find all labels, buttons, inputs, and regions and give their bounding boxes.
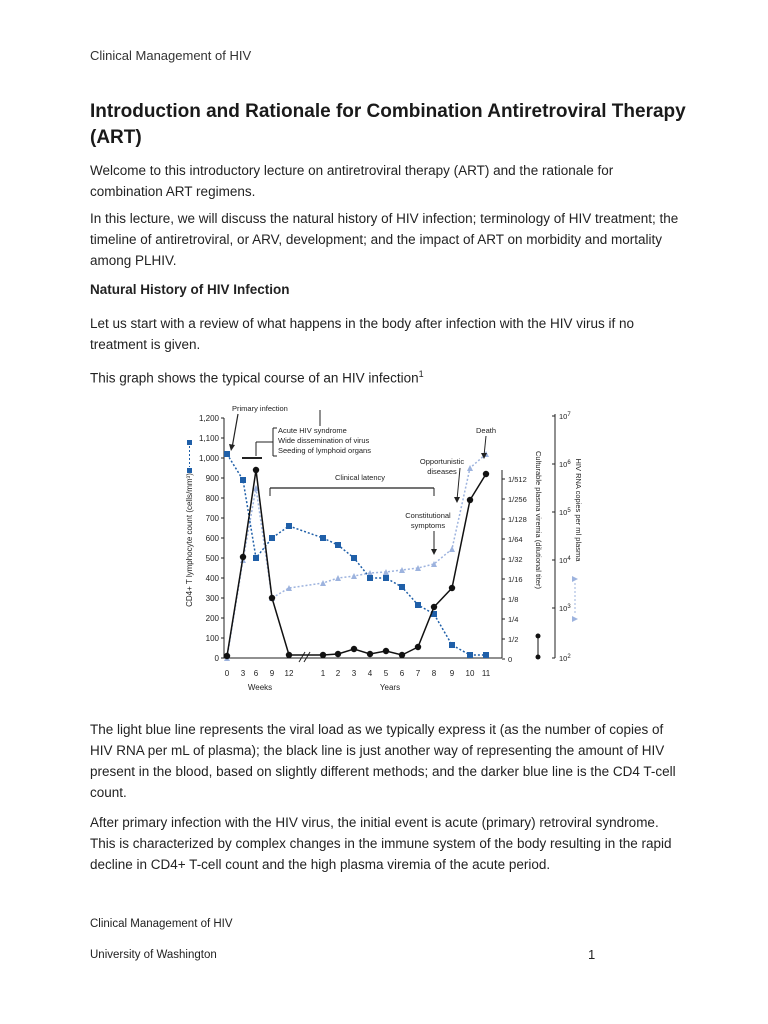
viremia-point — [253, 467, 259, 473]
annotation-acute-2: Wide dissemination of virus — [278, 436, 370, 445]
right-inner-axis-tick-label: 1/4 — [508, 615, 519, 624]
annotation-arrow — [457, 468, 460, 500]
cd4-point — [367, 575, 373, 581]
x-axis-tick-label: 6 — [399, 669, 405, 678]
graph-intro-text: This graph shows the typical course of an HIV infection — [90, 370, 419, 386]
annotation-opportunistic-1: Opportunistic — [419, 457, 465, 466]
x-axis-tick-label: 2 — [335, 669, 341, 678]
viremia-point — [224, 653, 230, 659]
viremia-point — [320, 652, 326, 658]
cd4-point — [224, 451, 230, 457]
right-inner-axis-tick-label: 1/512 — [508, 475, 527, 484]
axis-break-mark — [304, 652, 310, 662]
viremia-point — [240, 554, 246, 560]
cd4-point — [286, 523, 292, 529]
right-outer-axis-tick-label: $10^6$ — [559, 460, 571, 469]
cd4-point — [483, 652, 489, 658]
annotation-opportunistic-2: diseases — [427, 467, 457, 476]
left-axis-tick-label: 200 — [205, 614, 219, 623]
left-axis-tick-label: 0 — [214, 654, 219, 663]
section-heading-natural-history: Natural History of HIV Infection — [90, 282, 290, 297]
annotation-acute-1: Acute HIV syndrome — [278, 426, 347, 435]
right-inner-axis-tick-label: 1/32 — [508, 555, 523, 564]
paragraph-line-legend: The light blue line represents the viral load as we typically express it (as the number of copies of HIV RNA per mL of plasma); the black line is just another way of representing the amount of HIV present in the blood, based on slightly different methods; and the darker blue line is the CD4 T-cell count. — [90, 722, 676, 800]
cd4-point — [335, 542, 341, 548]
legend-rna-marker-top — [572, 576, 578, 582]
cd4-point — [240, 477, 246, 483]
x-axis-tick-label: 5 — [383, 669, 389, 678]
annotation-acute-3: Seeding of lymphoid organs — [278, 446, 371, 455]
x-axis-tick-label: 3 — [240, 669, 246, 678]
x-axis-tick-label: 0 — [224, 669, 230, 678]
series-viremia-line — [227, 470, 486, 656]
paragraph-primary-infection: After primary infection with the HIV virus, the initial event is acute (primary) retroviral syndrome. This is characterized by complex changes in the immune system of the body resulting in the rapid decline in CD4+ T-cell count and the high plasma viremia of the acute period. — [90, 815, 672, 872]
cd4-point — [467, 652, 473, 658]
x-axis-tick-label: 9 — [449, 669, 455, 678]
right-outer-axis-label: HIV RNA copies per ml plasma — [574, 458, 583, 562]
viremia-point — [286, 652, 292, 658]
left-axis-tick-label: 300 — [205, 594, 219, 603]
x-axis-tick-label: 3 — [351, 669, 357, 678]
cd4-point — [351, 555, 357, 561]
left-axis-tick-label: 700 — [205, 514, 219, 523]
page-number: 1 — [588, 947, 596, 962]
viremia-point — [335, 651, 341, 657]
legend-cd4-marker-top — [187, 440, 192, 445]
left-axis-tick-label: 1,100 — [198, 434, 219, 443]
right-outer-axis-tick-label: $10^2$ — [559, 654, 571, 663]
annotation-death: Death — [475, 426, 497, 435]
annotation-constitutional-2: symptoms — [410, 521, 446, 530]
annotation-arrowhead — [229, 444, 235, 451]
right-outer-axis-tick-label: $10^4$ — [559, 556, 571, 565]
axis-break-mark — [299, 652, 305, 662]
left-axis-tick-label: 900 — [205, 474, 219, 483]
left-axis-tick-label: 600 — [205, 534, 219, 543]
tick-exponent: 4 — [567, 556, 571, 562]
right-inner-axis-label: Culturable plasma viremia (dilutional titer) — [534, 451, 543, 589]
left-axis-tick-label: 100 — [205, 634, 219, 643]
running-header: Clinical Management of HIV — [90, 48, 252, 63]
right-inner-axis-tick-label: 1/2 — [508, 635, 519, 644]
x-axis-weeks-label: Weeks — [247, 683, 273, 692]
right-inner-axis-tick-label: 1/256 — [508, 495, 527, 504]
paragraph-graph-intro — [90, 364, 680, 389]
left-axis-label: CD4+ T lymphocyte count (cells/mm³) — [185, 473, 194, 607]
x-axis-tick-label: 12 — [284, 669, 294, 678]
viremia-point — [449, 585, 455, 591]
cd4-point — [415, 602, 421, 608]
viremia-point — [269, 595, 275, 601]
cd4-point — [383, 575, 389, 581]
hiv-rna-point — [335, 575, 341, 581]
left-axis-tick-label: 800 — [205, 494, 219, 503]
cd4-point — [399, 584, 405, 590]
hiv-course-chart — [180, 400, 590, 700]
tick-exponent: 2 — [567, 654, 571, 660]
cd4-point — [449, 642, 455, 648]
viremia-point — [467, 497, 473, 503]
legend-rna-marker-bottom — [572, 616, 578, 622]
annotation-clinical-latency: Clinical latency — [334, 473, 386, 482]
cd4-point — [269, 535, 275, 541]
right-outer-axis-tick-label: $10^5$ — [559, 508, 571, 517]
annotation-arrow — [232, 414, 238, 448]
hiv-rna-point — [351, 573, 357, 579]
footer-course-title: Clinical Management of HIV — [90, 918, 233, 930]
legend-viremia-marker-top — [536, 634, 541, 639]
right-outer-axis-tick-label: $10^3$ — [559, 604, 571, 613]
x-axis-tick-label: 6 — [253, 669, 259, 678]
hiv-rna-point — [320, 580, 326, 586]
viremia-point — [383, 648, 389, 654]
paragraph-lecture-overview: In this lecture, we will discuss the natural history of HIV infection; terminology of HIV treatment; the timeline of antiretroviral, or ARV, development; and the impact of ART on morbidity and mortality among PLHIV. — [90, 211, 679, 268]
tick-exponent: 5 — [567, 508, 571, 514]
footnote-ref: 1 — [418, 369, 424, 379]
page-title: Introduction and Rationale for Combination Antiretroviral Therapy (ART) — [90, 101, 686, 148]
annotation-arrowhead — [431, 549, 437, 555]
paragraph-review: Let us start with a review of what happens in the body after infection with the HIV virus if no treatment is given. — [90, 316, 635, 352]
cd4-point — [320, 535, 326, 541]
viremia-point — [399, 652, 405, 658]
right-inner-axis-tick-label: 1/64 — [508, 535, 523, 544]
x-axis-tick-label: 8 — [431, 669, 437, 678]
viremia-point — [367, 651, 373, 657]
right-inner-axis-tick-label: 1/8 — [508, 595, 519, 604]
x-axis-tick-label: 11 — [481, 669, 491, 678]
x-axis-tick-label: 4 — [367, 669, 373, 678]
left-axis-tick-label: 1,000 — [198, 454, 219, 463]
tick-exponent: 7 — [567, 412, 571, 418]
left-axis-tick-label: 500 — [205, 554, 219, 563]
x-axis-tick-label: 7 — [415, 669, 421, 678]
x-axis-tick-label: 1 — [320, 669, 326, 678]
viremia-point — [431, 604, 437, 610]
right-inner-axis-tick-label: 1/16 — [508, 575, 523, 584]
viremia-point — [351, 646, 357, 652]
annotation-primary-infection: Primary infection — [232, 404, 288, 413]
x-axis-tick-label: 9 — [269, 669, 275, 678]
tick-exponent: 6 — [567, 460, 571, 466]
legend-viremia-marker-bottom — [536, 655, 541, 660]
x-axis-tick-label: 10 — [465, 669, 475, 678]
cd4-point — [253, 555, 259, 561]
x-axis-years-label: Years — [379, 683, 401, 692]
paragraph-welcome: Welcome to this introductory lecture on antiretroviral therapy (ART) and the rationale for combination ART regimens. — [90, 163, 614, 199]
tick-exponent: 3 — [567, 604, 571, 610]
annotation-constitutional-1: Constitutional — [405, 511, 451, 520]
annotation-arrowhead — [454, 497, 460, 503]
chart-svg — [180, 400, 590, 700]
left-axis-tick-label: 400 — [205, 574, 219, 583]
footer-institution: University of Washington — [90, 949, 217, 961]
left-axis-tick-label: 1,200 — [198, 414, 219, 423]
legend-cd4-marker-bottom — [187, 468, 192, 473]
hiv-rna-point — [449, 546, 455, 552]
right-inner-axis-tick-label: 0 — [508, 655, 513, 664]
right-inner-axis-tick-label: 1/128 — [508, 515, 527, 524]
viremia-point — [483, 471, 489, 477]
right-outer-axis-tick-label: $10^7$ — [559, 412, 571, 421]
viremia-point — [415, 644, 421, 650]
